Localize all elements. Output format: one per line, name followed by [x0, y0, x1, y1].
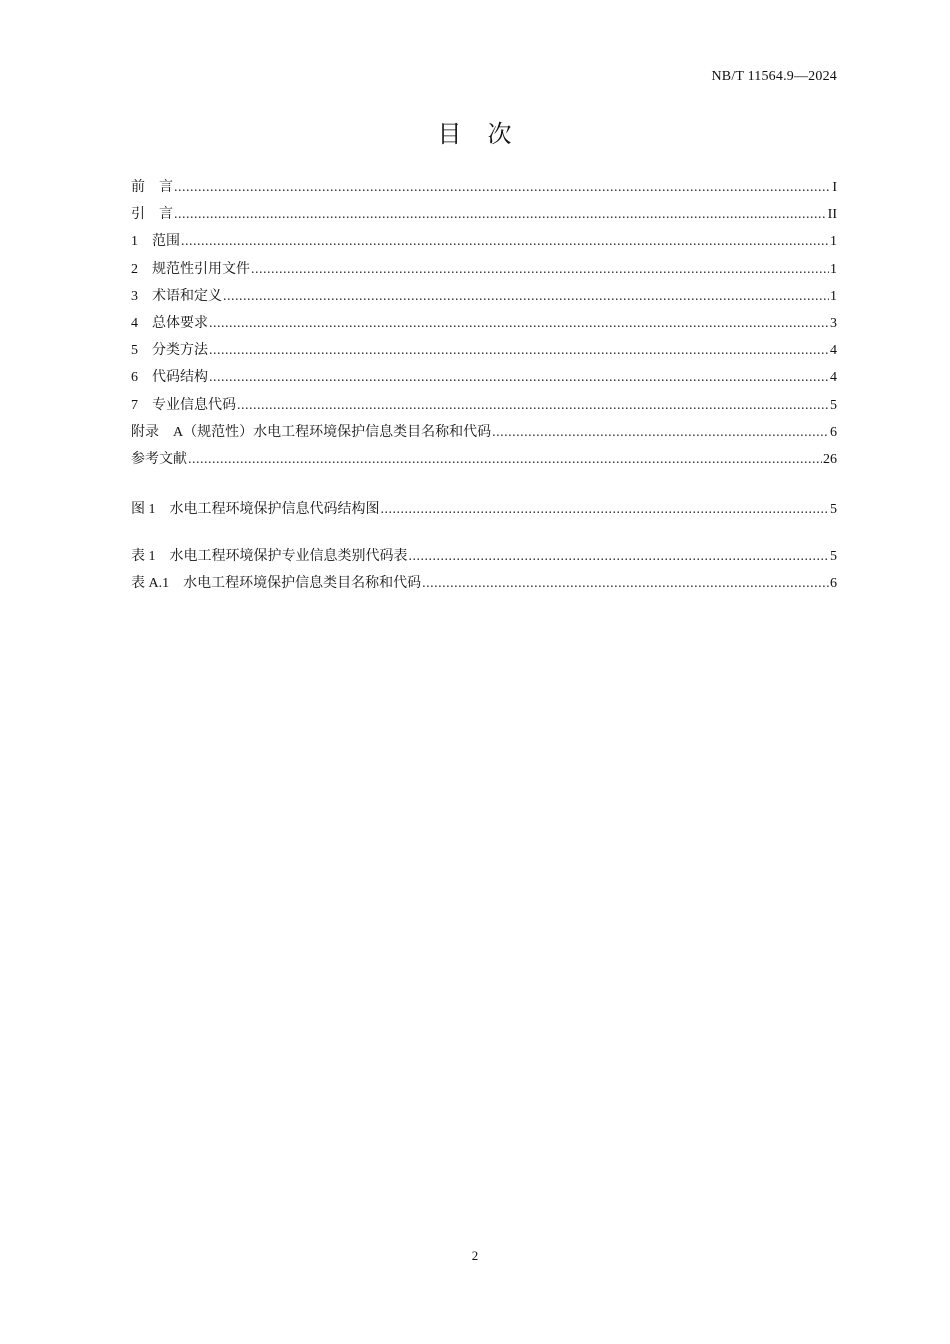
toc-entry-figure-1[interactable] [131, 498, 837, 525]
toc-entry-appendix-a[interactable] [131, 421, 837, 448]
page-number: 2 [471, 1248, 479, 1263]
toc-entry-terms-definitions[interactable] [131, 285, 837, 312]
toc-entry-label: 6 代码结构 [131, 370, 208, 386]
toc-entry-foreword[interactable] [131, 176, 837, 203]
toc-entry-page: 1 [830, 261, 837, 277]
toc-entry-table-1[interactable] [131, 545, 837, 572]
toc-entry-label: 4 总体要求 [131, 315, 208, 331]
toc-entry-page: 1 [830, 288, 837, 304]
toc-entry-general-requirements[interactable] [131, 312, 837, 339]
toc-leader-dots [223, 289, 829, 305]
toc-entry-page: 4 [830, 343, 837, 359]
toc-entry-page: 3 [830, 315, 837, 331]
toc-leader-dots [251, 262, 829, 278]
toc-entry-scope[interactable] [131, 230, 837, 257]
toc-leader-dots [422, 576, 829, 592]
toc-entry-page: 6 [830, 424, 837, 440]
toc-entry-page: 5 [830, 549, 837, 564]
toc-leader-dots [209, 370, 829, 386]
toc-leader-dots [209, 316, 829, 332]
toc-entry-bibliography[interactable] [131, 448, 837, 475]
toc-entry-label: 3 术语和定义 [131, 288, 222, 304]
toc-leader-dots [381, 502, 830, 518]
toc-entry-introduction[interactable] [131, 203, 837, 230]
toc-leader-dots [174, 180, 831, 196]
toc-entry-code-structure[interactable] [131, 366, 837, 393]
toc-entry-label: 7 专业信息代码 [131, 397, 236, 413]
toc-entry-page: 5 [830, 397, 837, 413]
toc-entry-label: 表 1 水电工程环境保护专业信息类别代码表 [131, 549, 408, 564]
toc-entry-page: 4 [830, 370, 837, 386]
toc-entry-label: 引 言 [131, 207, 173, 223]
toc-leader-dots [188, 452, 822, 468]
toc-leader-dots [174, 207, 827, 223]
toc-entry-professional-info-code[interactable] [131, 394, 837, 421]
page-title: 目 次 [437, 120, 513, 148]
toc-entry-label: 表 A.1 水电工程环境保护信息类目名称和代码 [131, 576, 422, 592]
standard-number: NB/T 11564.9—2024 [711, 69, 837, 84]
toc-leader-dots [237, 398, 829, 414]
toc-entry-table-a1[interactable] [131, 572, 837, 599]
toc-entry-page: I [832, 180, 837, 195]
toc-figures [131, 498, 837, 525]
toc-entry-classification-method[interactable] [131, 339, 837, 366]
toc-leader-dots [209, 343, 829, 359]
toc-tables [131, 545, 837, 599]
toc-entry-normative-references[interactable] [131, 258, 837, 285]
toc-entry-label: 附录 A（规范性）水电工程环境保护信息类目名称和代码 [131, 424, 492, 440]
toc-entry-page: 6 [830, 576, 837, 592]
toc-entry-label: 5 分类方法 [131, 343, 208, 359]
toc-leader-dots [181, 234, 829, 250]
toc-entry-page: 26 [823, 451, 837, 467]
toc-sections [131, 176, 837, 475]
toc-entry-page: II [827, 207, 837, 223]
toc-entry-label: 图 1 水电工程环境保护信息代码结构图 [131, 502, 380, 517]
toc-entry-page: 5 [830, 502, 837, 517]
toc-entry-label: 参考文献 [131, 451, 187, 467]
toc-leader-dots [492, 425, 829, 441]
toc-entry-label: 1 范围 [131, 234, 180, 250]
toc-leader-dots [409, 549, 830, 565]
toc-entry-page: 1 [830, 234, 837, 250]
toc-entry-label: 前 言 [131, 180, 173, 195]
toc-entry-label: 2 规范性引用文件 [131, 261, 250, 277]
